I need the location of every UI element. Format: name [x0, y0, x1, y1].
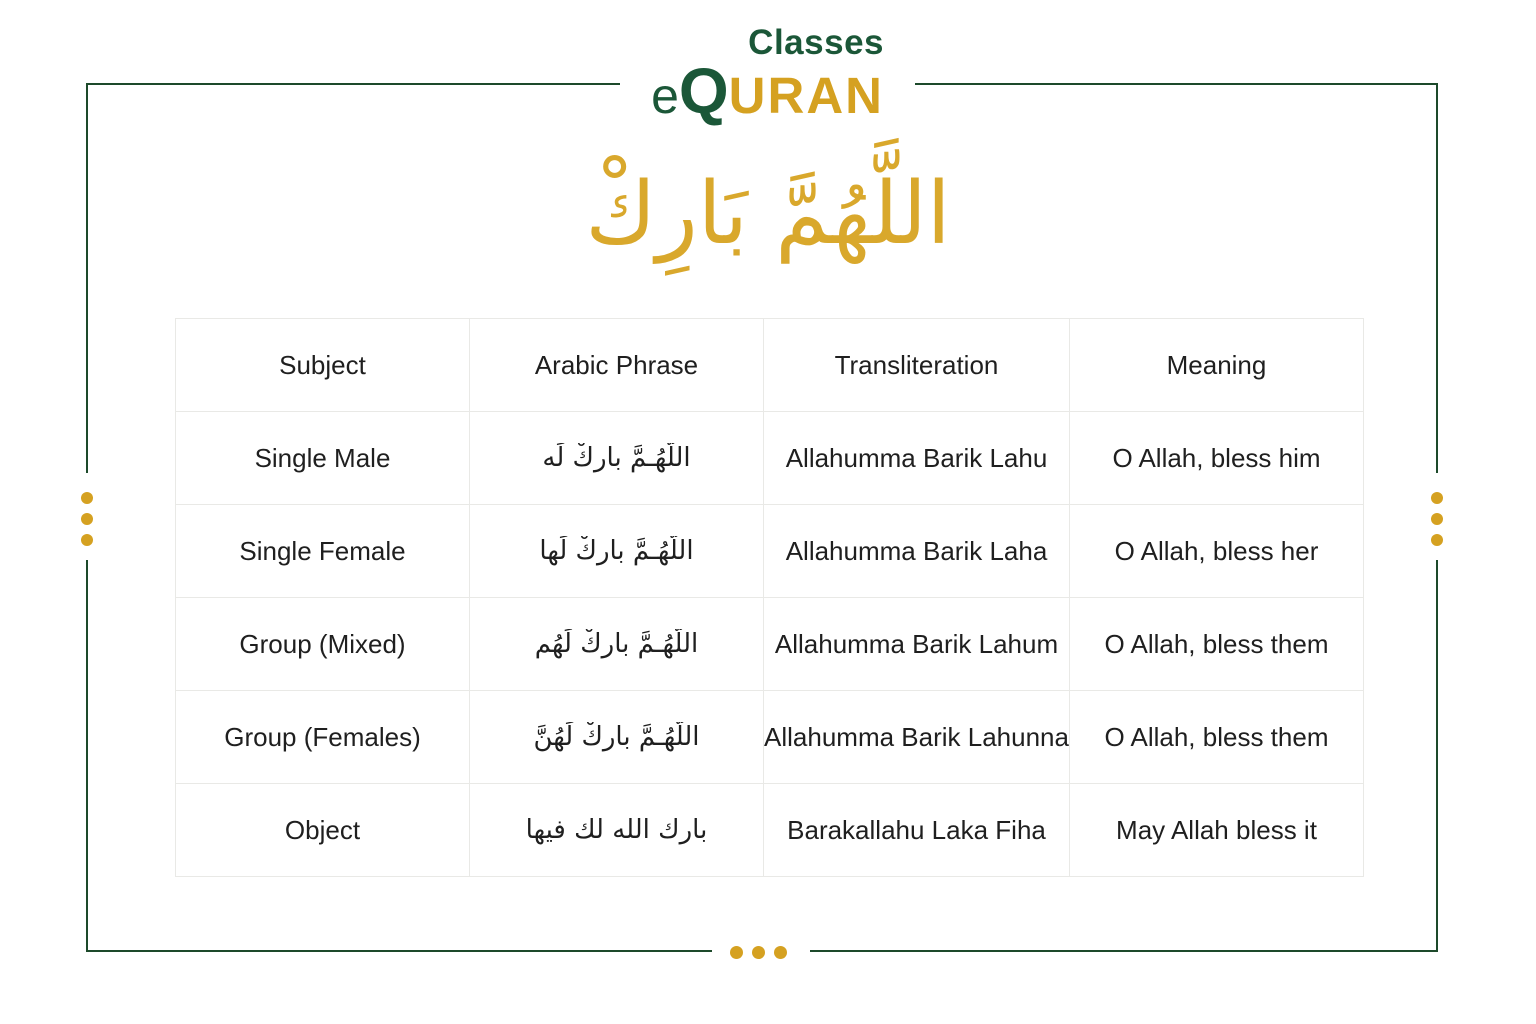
row-group-females-meaning: O Allah, bless them	[1070, 691, 1363, 783]
row-single-male-arabic: اللّهُـمَّ بارِكْ لَه	[470, 412, 763, 504]
arabic-title: اللَّهُمَّ بَارِكْ	[585, 164, 951, 264]
row-group-mixed-arabic: اللّهُـمَّ بارِكْ لَهُم	[470, 598, 763, 690]
row-single-female-transliteration: Allahumma Barik Laha	[764, 505, 1069, 597]
dot	[81, 513, 93, 525]
dot	[1431, 492, 1443, 504]
row-object-transliteration: Barakallahu Laka Fiha	[764, 784, 1069, 876]
row-object-subject: Object	[176, 784, 469, 876]
header-transliteration: Transliteration	[764, 319, 1069, 411]
row-group-females-transliteration: Allahumma Barik Lahunna	[764, 691, 1069, 783]
row-single-female-subject: Single Female	[176, 505, 469, 597]
row-object-arabic: بارك الله لك فيها	[470, 784, 763, 876]
header-arabic-phrase: Arabic Phrase	[470, 319, 763, 411]
frame-top-left	[86, 83, 620, 85]
row-single-male-meaning: O Allah, bless him	[1070, 412, 1363, 504]
row-single-female-arabic: اللّهُـمَّ بارِكْ لَها	[470, 505, 763, 597]
frame-left-lower	[86, 560, 88, 952]
dot	[81, 492, 93, 504]
dot	[1431, 513, 1443, 525]
row-group-females-arabic: اللّهُـمَّ بارِكْ لَهُنَّ	[470, 691, 763, 783]
dot	[81, 534, 93, 546]
equran-classes-logo	[651, 23, 884, 127]
row-group-mixed-subject: Group (Mixed)	[176, 598, 469, 690]
row-group-mixed-meaning: O Allah, bless them	[1070, 598, 1363, 690]
dot	[774, 946, 787, 959]
frame-bottom-left	[86, 950, 712, 952]
frame-right-lower	[1436, 560, 1438, 952]
logo-letter-e: e	[651, 67, 679, 124]
row-single-female-meaning: O Allah, bless her	[1070, 505, 1363, 597]
row-single-male-subject: Single Male	[176, 412, 469, 504]
dot	[752, 946, 765, 959]
row-group-females-subject: Group (Females)	[176, 691, 469, 783]
logo-letters-uran: URAN	[728, 66, 884, 124]
logo-letter-q: Q	[678, 54, 729, 127]
header-meaning: Meaning	[1070, 319, 1363, 411]
logo-tagline: Classes	[748, 23, 884, 62]
dot	[1431, 534, 1443, 546]
row-object-meaning: May Allah bless it	[1070, 784, 1363, 876]
row-single-male-transliteration: Allahumma Barik Lahu	[764, 412, 1069, 504]
logo-brand	[651, 54, 884, 127]
frame-top-right	[915, 83, 1438, 85]
dot	[730, 946, 743, 959]
frame-bottom-right	[810, 950, 1438, 952]
row-group-mixed-transliteration: Allahumma Barik Lahum	[764, 598, 1069, 690]
header-subject: Subject	[176, 319, 469, 411]
phrases-table	[175, 318, 1364, 877]
